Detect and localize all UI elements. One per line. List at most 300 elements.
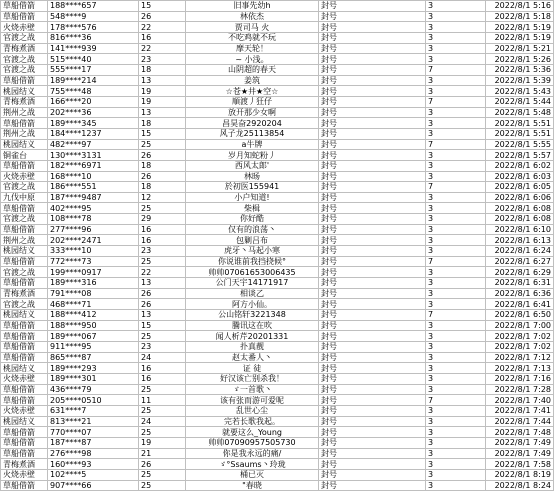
server-cell[interactable]: 官渡之战 bbox=[1, 267, 48, 278]
timestamp-cell[interactable]: 2022/8/1 5:19 bbox=[486, 32, 554, 43]
ban-days-cell[interactable]: 3 bbox=[426, 469, 486, 480]
server-cell[interactable]: 官渡之战 bbox=[1, 214, 48, 225]
player-name-cell[interactable]: 公门天宇14171917 bbox=[186, 278, 319, 289]
player-id-cell[interactable]: 130****3131 bbox=[48, 150, 139, 161]
player-name-cell[interactable]: 順渡丿狂仔 bbox=[186, 96, 319, 107]
server-cell[interactable]: 草船借箭 bbox=[1, 118, 48, 129]
timestamp-cell[interactable]: 2022/8/1 7:49 bbox=[486, 437, 554, 448]
server-cell[interactable]: 官渡之战 bbox=[1, 64, 48, 75]
timestamp-cell[interactable]: 2022/8/1 8:24 bbox=[486, 480, 554, 491]
timestamp-cell[interactable]: 2022/8/1 5:26 bbox=[486, 54, 554, 65]
server-cell[interactable]: 青梅煮酒 bbox=[1, 288, 48, 299]
player-name-cell[interactable]: 不吃鸡就不玩 bbox=[186, 32, 319, 43]
player-name-cell[interactable]: 昌昊奋2920204 bbox=[186, 118, 319, 129]
ban-days-cell[interactable]: 3 bbox=[426, 267, 486, 278]
timestamp-cell[interactable]: 2022/8/1 6:10 bbox=[486, 224, 554, 235]
level-cell[interactable]: 26 bbox=[139, 150, 186, 161]
action-cell[interactable]: 封号 bbox=[319, 448, 426, 459]
ban-days-cell[interactable]: 3 bbox=[426, 75, 486, 86]
level-cell[interactable]: 13 bbox=[139, 278, 186, 289]
server-cell[interactable]: 草船借箭 bbox=[1, 352, 48, 363]
player-name-cell[interactable]: "春晓 bbox=[186, 480, 319, 491]
timestamp-cell[interactable]: 2022/8/1 6:27 bbox=[486, 256, 554, 267]
player-name-cell[interactable]: 贾司马 火 bbox=[186, 22, 319, 33]
level-cell[interactable]: 29 bbox=[139, 214, 186, 225]
level-cell[interactable]: 23 bbox=[139, 246, 186, 257]
ban-days-cell[interactable]: 3 bbox=[426, 352, 486, 363]
ban-days-cell[interactable]: 7 bbox=[426, 64, 486, 75]
server-cell[interactable]: 桃园结义 bbox=[1, 139, 48, 150]
server-cell[interactable]: 草船借箭 bbox=[1, 437, 48, 448]
level-cell[interactable]: 26 bbox=[139, 299, 186, 310]
action-cell[interactable]: 封号 bbox=[319, 331, 426, 342]
table-row[interactable] bbox=[1, 352, 554, 363]
server-cell[interactable]: 官渡之战 bbox=[1, 32, 48, 43]
action-cell[interactable]: 封号 bbox=[319, 64, 426, 75]
ban-days-cell[interactable]: 3 bbox=[426, 22, 486, 33]
ban-days-cell[interactable]: 3 bbox=[426, 86, 486, 97]
action-cell[interactable]: 封号 bbox=[319, 224, 426, 235]
ban-days-cell[interactable]: 3 bbox=[426, 214, 486, 225]
action-cell[interactable]: 封号 bbox=[319, 384, 426, 395]
server-cell[interactable]: 青梅煮酒 bbox=[1, 459, 48, 470]
timestamp-cell[interactable]: 2022/8/1 7:00 bbox=[486, 320, 554, 331]
action-cell[interactable]: 封号 bbox=[319, 405, 426, 416]
ban-days-cell[interactable]: 3 bbox=[426, 1, 486, 12]
player-id-cell[interactable]: 189****067 bbox=[48, 331, 139, 342]
ban-days-cell[interactable]: 3 bbox=[426, 107, 486, 118]
player-id-cell[interactable]: 791****08 bbox=[48, 288, 139, 299]
player-name-cell[interactable]: 就要这么_Young bbox=[186, 427, 319, 438]
server-cell[interactable]: 火烧赤壁 bbox=[1, 22, 48, 33]
player-id-cell[interactable]: 436****79 bbox=[48, 384, 139, 395]
timestamp-cell[interactable]: 2022/8/1 7:44 bbox=[486, 416, 554, 427]
level-cell[interactable]: 26 bbox=[139, 11, 186, 22]
player-name-cell[interactable]: 摩天轮！ bbox=[186, 43, 319, 54]
player-id-cell[interactable]: 816****36 bbox=[48, 32, 139, 43]
server-cell[interactable]: 官渡之战 bbox=[1, 299, 48, 310]
level-cell[interactable]: 18 bbox=[139, 64, 186, 75]
player-id-cell[interactable]: 102****5 bbox=[48, 469, 139, 480]
player-id-cell[interactable]: 333****10 bbox=[48, 246, 139, 257]
player-id-cell[interactable]: 160****93 bbox=[48, 459, 139, 470]
table-row[interactable] bbox=[1, 310, 554, 321]
player-name-cell[interactable]: 你是我永远的痛/ bbox=[186, 448, 319, 459]
timestamp-cell[interactable]: 2022/8/1 5:43 bbox=[486, 86, 554, 97]
table-row[interactable] bbox=[1, 320, 554, 331]
table-row[interactable] bbox=[1, 363, 554, 374]
player-id-cell[interactable]: 468****71 bbox=[48, 299, 139, 310]
timestamp-cell[interactable]: 2022/8/1 6:31 bbox=[486, 278, 554, 289]
timestamp-cell[interactable]: 2022/8/1 6:05 bbox=[486, 182, 554, 193]
table-row[interactable] bbox=[1, 139, 554, 150]
server-cell[interactable]: 荆州之战 bbox=[1, 128, 48, 139]
player-id-cell[interactable]: 108****78 bbox=[48, 214, 139, 225]
ban-days-cell[interactable]: 3 bbox=[426, 299, 486, 310]
action-cell[interactable]: 封号 bbox=[319, 416, 426, 427]
ban-days-cell[interactable]: 3 bbox=[426, 54, 486, 65]
timestamp-cell[interactable]: 2022/8/1 8:19 bbox=[486, 469, 554, 480]
player-name-cell[interactable]: 公山铭轩3221348 bbox=[186, 310, 319, 321]
level-cell[interactable]: 25 bbox=[139, 427, 186, 438]
level-cell[interactable]: 24 bbox=[139, 352, 186, 363]
player-name-cell[interactable]: 虎牙丶马起小寒 bbox=[186, 246, 319, 257]
action-cell[interactable]: 封号 bbox=[319, 214, 426, 225]
player-id-cell[interactable]: 184****1237 bbox=[48, 128, 139, 139]
timestamp-cell[interactable]: 2022/8/1 5:51 bbox=[486, 128, 554, 139]
player-name-cell[interactable]: 姜筑 bbox=[186, 75, 319, 86]
ban-days-cell[interactable]: 3 bbox=[426, 43, 486, 54]
action-cell[interactable]: 封号 bbox=[319, 437, 426, 448]
server-cell[interactable]: 草船借箭 bbox=[1, 448, 48, 459]
action-cell[interactable]: 封号 bbox=[319, 150, 426, 161]
player-name-cell[interactable]: a牛牌 bbox=[186, 139, 319, 150]
server-cell[interactable]: 火烧赤壁 bbox=[1, 373, 48, 384]
player-name-cell[interactable]: 桶已灭 bbox=[186, 469, 319, 480]
table-row[interactable] bbox=[1, 1, 554, 12]
timestamp-cell[interactable]: 2022/8/1 6:24 bbox=[486, 246, 554, 257]
table-row[interactable] bbox=[1, 267, 554, 278]
table-row[interactable] bbox=[1, 437, 554, 448]
level-cell[interactable]: 16 bbox=[139, 363, 186, 374]
player-name-cell[interactable]: 好汉该亡别杀我！ bbox=[186, 373, 319, 384]
table-row[interactable] bbox=[1, 342, 554, 353]
level-cell[interactable]: 25 bbox=[139, 331, 186, 342]
timestamp-cell[interactable]: 2022/8/1 6:41 bbox=[486, 299, 554, 310]
action-cell[interactable]: 封号 bbox=[319, 160, 426, 171]
ban-days-cell[interactable]: 3 bbox=[426, 235, 486, 246]
timestamp-cell[interactable]: 2022/8/1 5:36 bbox=[486, 64, 554, 75]
table-row[interactable] bbox=[1, 22, 554, 33]
timestamp-cell[interactable]: 2022/8/1 7:40 bbox=[486, 395, 554, 406]
player-id-cell[interactable]: 277****96 bbox=[48, 224, 139, 235]
player-id-cell[interactable]: 199****0917 bbox=[48, 267, 139, 278]
player-id-cell[interactable]: 548****9 bbox=[48, 11, 139, 22]
table-row[interactable] bbox=[1, 448, 554, 459]
level-cell[interactable]: 15 bbox=[139, 1, 186, 12]
server-cell[interactable]: 荆州之战 bbox=[1, 107, 48, 118]
ban-days-cell[interactable]: 3 bbox=[426, 128, 486, 139]
ban-days-cell[interactable]: 3 bbox=[426, 288, 486, 299]
level-cell[interactable]: 13 bbox=[139, 75, 186, 86]
level-cell[interactable]: 15 bbox=[139, 320, 186, 331]
player-id-cell[interactable]: 482****97 bbox=[48, 139, 139, 150]
level-cell[interactable]: 26 bbox=[139, 288, 186, 299]
ban-days-cell[interactable]: 3 bbox=[426, 459, 486, 470]
action-cell[interactable]: 封号 bbox=[319, 469, 426, 480]
player-name-cell[interactable]: 林旸 bbox=[186, 171, 319, 182]
timestamp-cell[interactable]: 2022/8/1 7:28 bbox=[486, 384, 554, 395]
ban-days-cell[interactable]: 7 bbox=[426, 395, 486, 406]
player-name-cell[interactable]: 帅帅07061653006435 bbox=[186, 267, 319, 278]
player-id-cell[interactable]: 755****48 bbox=[48, 86, 139, 97]
player-id-cell[interactable]: 202****2471 bbox=[48, 235, 139, 246]
player-name-cell[interactable]: 騰讯这在吹 bbox=[186, 320, 319, 331]
timestamp-cell[interactable]: 2022/8/1 5:18 bbox=[486, 11, 554, 22]
player-id-cell[interactable]: 189****214 bbox=[48, 75, 139, 86]
player-id-cell[interactable]: 166****20 bbox=[48, 96, 139, 107]
level-cell[interactable]: 25 bbox=[139, 203, 186, 214]
player-id-cell[interactable]: 865****87 bbox=[48, 352, 139, 363]
ban-days-cell[interactable]: 7 bbox=[426, 182, 486, 193]
timestamp-cell[interactable]: 2022/8/1 5:21 bbox=[486, 43, 554, 54]
level-cell[interactable]: 19 bbox=[139, 96, 186, 107]
timestamp-cell[interactable]: 2022/8/1 6:50 bbox=[486, 310, 554, 321]
table-row[interactable] bbox=[1, 96, 554, 107]
table-row[interactable] bbox=[1, 288, 554, 299]
player-id-cell[interactable]: 141****939 bbox=[48, 43, 139, 54]
action-cell[interactable]: 封号 bbox=[319, 373, 426, 384]
server-cell[interactable]: 草船借箭 bbox=[1, 320, 48, 331]
ban-days-cell[interactable]: 3 bbox=[426, 480, 486, 491]
action-cell[interactable]: 封号 bbox=[319, 320, 426, 331]
ban-days-cell[interactable]: 3 bbox=[426, 342, 486, 353]
player-name-cell[interactable]: 林依杰 bbox=[186, 11, 319, 22]
ban-days-cell[interactable]: 3 bbox=[426, 278, 486, 289]
action-cell[interactable]: 封号 bbox=[319, 288, 426, 299]
level-cell[interactable]: 23 bbox=[139, 342, 186, 353]
table-row[interactable] bbox=[1, 384, 554, 395]
player-id-cell[interactable]: 189****301 bbox=[48, 373, 139, 384]
action-cell[interactable]: 封号 bbox=[319, 118, 426, 129]
action-cell[interactable]: 封号 bbox=[319, 171, 426, 182]
player-name-cell[interactable]: 该有张而游可爱呢 bbox=[186, 395, 319, 406]
level-cell[interactable]: 15 bbox=[139, 128, 186, 139]
player-id-cell[interactable]: 402****95 bbox=[48, 203, 139, 214]
table-row[interactable] bbox=[1, 160, 554, 171]
ban-days-cell[interactable]: 3 bbox=[426, 373, 486, 384]
action-cell[interactable]: 封号 bbox=[319, 22, 426, 33]
action-cell[interactable]: 封号 bbox=[319, 1, 426, 12]
player-name-cell[interactable]: 相谈乙 bbox=[186, 288, 319, 299]
server-cell[interactable]: 铜雀台 bbox=[1, 150, 48, 161]
server-cell[interactable]: 草船借箭 bbox=[1, 224, 48, 235]
server-cell[interactable]: 荆州之战 bbox=[1, 235, 48, 246]
player-id-cell[interactable]: 276****98 bbox=[48, 448, 139, 459]
player-name-cell[interactable]: 你好酷 bbox=[186, 214, 319, 225]
table-row[interactable] bbox=[1, 192, 554, 203]
level-cell[interactable]: 18 bbox=[139, 182, 186, 193]
player-id-cell[interactable]: 189****345 bbox=[48, 118, 139, 129]
player-name-cell[interactable]: 帅帅07090957505730 bbox=[186, 437, 319, 448]
action-cell[interactable]: 封号 bbox=[319, 54, 426, 65]
player-id-cell[interactable]: 772****73 bbox=[48, 256, 139, 267]
ban-days-cell[interactable]: 7 bbox=[426, 96, 486, 107]
player-name-cell[interactable]: 扑真靓 bbox=[186, 342, 319, 353]
server-cell[interactable]: 官渡之战 bbox=[1, 182, 48, 193]
player-name-cell[interactable]: 包剿吕布 bbox=[186, 235, 319, 246]
player-id-cell[interactable]: 515****40 bbox=[48, 54, 139, 65]
action-cell[interactable]: 封号 bbox=[319, 192, 426, 203]
player-id-cell[interactable]: 188****657 bbox=[48, 1, 139, 12]
server-cell[interactable]: 火烧赤壁 bbox=[1, 469, 48, 480]
player-id-cell[interactable]: 186****551 bbox=[48, 182, 139, 193]
server-cell[interactable]: 青梅煮酒 bbox=[1, 43, 48, 54]
ban-days-cell[interactable]: 3 bbox=[426, 203, 486, 214]
level-cell[interactable]: 24 bbox=[139, 416, 186, 427]
player-name-cell[interactable]: 山阴超的春天 bbox=[186, 64, 319, 75]
server-cell[interactable]: 火烧赤壁 bbox=[1, 171, 48, 182]
action-cell[interactable]: 封号 bbox=[319, 75, 426, 86]
timestamp-cell[interactable]: 2022/8/1 5:44 bbox=[486, 96, 554, 107]
level-cell[interactable]: 12 bbox=[139, 192, 186, 203]
server-cell[interactable]: 草船借箭 bbox=[1, 256, 48, 267]
timestamp-cell[interactable]: 2022/8/1 7:58 bbox=[486, 459, 554, 470]
table-row[interactable] bbox=[1, 214, 554, 225]
level-cell[interactable]: 26 bbox=[139, 459, 186, 470]
action-cell[interactable]: 封号 bbox=[319, 256, 426, 267]
ban-days-cell[interactable]: 3 bbox=[426, 192, 486, 203]
server-cell[interactable]: 草船借箭 bbox=[1, 160, 48, 171]
table-row[interactable] bbox=[1, 128, 554, 139]
player-id-cell[interactable]: 178****576 bbox=[48, 22, 139, 33]
timestamp-cell[interactable]: 2022/8/1 7:16 bbox=[486, 373, 554, 384]
player-name-cell[interactable]: 岁月知蛇粉丿 bbox=[186, 150, 319, 161]
level-cell[interactable]: 19 bbox=[139, 437, 186, 448]
player-name-cell[interactable]: ゞ°Ssaums丶玲珑 bbox=[186, 459, 319, 470]
timestamp-cell[interactable]: 2022/8/1 6:29 bbox=[486, 267, 554, 278]
action-cell[interactable]: 封号 bbox=[319, 235, 426, 246]
action-cell[interactable]: 封号 bbox=[319, 342, 426, 353]
table-row[interactable] bbox=[1, 182, 554, 193]
level-cell[interactable]: 13 bbox=[139, 107, 186, 118]
action-cell[interactable]: 封号 bbox=[319, 363, 426, 374]
server-cell[interactable]: 草船借箭 bbox=[1, 1, 48, 12]
timestamp-cell[interactable]: 2022/8/1 6:08 bbox=[486, 214, 554, 225]
ban-days-cell[interactable]: 3 bbox=[426, 246, 486, 257]
timestamp-cell[interactable]: 2022/8/1 6:03 bbox=[486, 171, 554, 182]
ban-days-cell[interactable]: 3 bbox=[426, 363, 486, 374]
level-cell[interactable]: 16 bbox=[139, 373, 186, 384]
table-row[interactable] bbox=[1, 469, 554, 480]
timestamp-cell[interactable]: 2022/8/1 6:13 bbox=[486, 235, 554, 246]
player-id-cell[interactable]: 182****6971 bbox=[48, 160, 139, 171]
player-name-cell[interactable]: 旧事先幼h bbox=[186, 1, 319, 12]
player-id-cell[interactable]: 911****95 bbox=[48, 342, 139, 353]
server-cell[interactable]: 草船借箭 bbox=[1, 75, 48, 86]
table-row[interactable] bbox=[1, 246, 554, 257]
player-name-cell[interactable]: 闻人析芹20201331 bbox=[186, 331, 319, 342]
table-row[interactable] bbox=[1, 427, 554, 438]
action-cell[interactable]: 封号 bbox=[319, 459, 426, 470]
server-cell[interactable]: 草船借箭 bbox=[1, 480, 48, 491]
player-name-cell[interactable]: ☆苍★井★空☆ bbox=[186, 86, 319, 97]
player-id-cell[interactable]: 205****0510 bbox=[48, 395, 139, 406]
player-name-cell[interactable]: 你说谁前我挡挠候° bbox=[186, 256, 319, 267]
player-name-cell[interactable]: 证 徒 bbox=[186, 363, 319, 374]
server-cell[interactable]: 草船借箭 bbox=[1, 331, 48, 342]
ban-days-cell[interactable]: 3 bbox=[426, 437, 486, 448]
action-cell[interactable]: 封号 bbox=[319, 246, 426, 257]
server-cell[interactable]: 草船借箭 bbox=[1, 203, 48, 214]
ban-days-cell[interactable]: 3 bbox=[426, 405, 486, 416]
action-cell[interactable]: 封号 bbox=[319, 32, 426, 43]
player-name-cell[interactable]: ゞ一首歌丶 bbox=[186, 384, 319, 395]
level-cell[interactable]: 18 bbox=[139, 118, 186, 129]
server-cell[interactable]: 草船借箭 bbox=[1, 384, 48, 395]
level-cell[interactable]: 22 bbox=[139, 43, 186, 54]
player-id-cell[interactable]: 188****412 bbox=[48, 310, 139, 321]
table-row[interactable] bbox=[1, 11, 554, 22]
server-cell[interactable]: 草船借箭 bbox=[1, 427, 48, 438]
ban-days-cell[interactable]: 7 bbox=[426, 256, 486, 267]
table-row[interactable] bbox=[1, 171, 554, 182]
timestamp-cell[interactable]: 2022/8/1 7:49 bbox=[486, 448, 554, 459]
level-cell[interactable]: 16 bbox=[139, 235, 186, 246]
level-cell[interactable]: 21 bbox=[139, 448, 186, 459]
timestamp-cell[interactable]: 2022/8/1 5:48 bbox=[486, 107, 554, 118]
player-id-cell[interactable]: 555****17 bbox=[48, 64, 139, 75]
level-cell[interactable]: 25 bbox=[139, 384, 186, 395]
table-row[interactable] bbox=[1, 459, 554, 470]
table-row[interactable] bbox=[1, 405, 554, 416]
player-name-cell[interactable]: 乱世心尘 bbox=[186, 405, 319, 416]
table-row[interactable] bbox=[1, 416, 554, 427]
table-row[interactable] bbox=[1, 480, 554, 491]
level-cell[interactable]: 13 bbox=[139, 310, 186, 321]
table-row[interactable] bbox=[1, 32, 554, 43]
action-cell[interactable]: 封号 bbox=[319, 86, 426, 97]
table-row[interactable] bbox=[1, 86, 554, 97]
action-cell[interactable]: 封号 bbox=[319, 96, 426, 107]
level-cell[interactable]: 22 bbox=[139, 22, 186, 33]
ban-days-cell[interactable]: 3 bbox=[426, 384, 486, 395]
ban-days-cell[interactable]: 3 bbox=[426, 11, 486, 22]
table-row[interactable] bbox=[1, 54, 554, 65]
level-cell[interactable]: 19 bbox=[139, 86, 186, 97]
level-cell[interactable]: 25 bbox=[139, 405, 186, 416]
table-row[interactable] bbox=[1, 373, 554, 384]
level-cell[interactable]: 11 bbox=[139, 395, 186, 406]
ban-days-cell[interactable]: 7 bbox=[426, 139, 486, 150]
player-name-cell[interactable]: 仅有的浪荡丶 bbox=[186, 224, 319, 235]
table-row[interactable] bbox=[1, 118, 554, 129]
timestamp-cell[interactable]: 2022/8/1 7:41 bbox=[486, 405, 554, 416]
player-name-cell[interactable]: 柴楫 bbox=[186, 203, 319, 214]
server-cell[interactable]: 官渡之战 bbox=[1, 54, 48, 65]
ban-days-cell[interactable]: 3 bbox=[426, 150, 486, 161]
level-cell[interactable]: 16 bbox=[139, 224, 186, 235]
server-cell[interactable]: 桃园结义 bbox=[1, 310, 48, 321]
table-row[interactable] bbox=[1, 395, 554, 406]
server-cell[interactable]: 桃园结义 bbox=[1, 86, 48, 97]
player-id-cell[interactable]: 631****7 bbox=[48, 405, 139, 416]
level-cell[interactable]: 25 bbox=[139, 480, 186, 491]
player-name-cell[interactable]: 完若长歌我起。 bbox=[186, 416, 319, 427]
player-name-cell[interactable]: 风子龙25113854 bbox=[186, 128, 319, 139]
table-row[interactable] bbox=[1, 107, 554, 118]
level-cell[interactable]: 18 bbox=[139, 160, 186, 171]
player-name-cell[interactable]: 西风太郎' bbox=[186, 160, 319, 171]
player-id-cell[interactable]: 187****9487 bbox=[48, 192, 139, 203]
player-id-cell[interactable]: 813****21 bbox=[48, 416, 139, 427]
action-cell[interactable]: 封号 bbox=[319, 310, 426, 321]
server-cell[interactable]: 桃园结义 bbox=[1, 246, 48, 257]
timestamp-cell[interactable]: 2022/8/1 7:02 bbox=[486, 331, 554, 342]
timestamp-cell[interactable]: 2022/8/1 6:06 bbox=[486, 192, 554, 203]
timestamp-cell[interactable]: 2022/8/1 5:57 bbox=[486, 150, 554, 161]
table-row[interactable] bbox=[1, 203, 554, 214]
player-name-cell[interactable]: 赵太番人丶 bbox=[186, 352, 319, 363]
action-cell[interactable]: 封号 bbox=[319, 267, 426, 278]
player-id-cell[interactable]: 188****950 bbox=[48, 320, 139, 331]
server-cell[interactable]: 火烧赤壁 bbox=[1, 405, 48, 416]
timestamp-cell[interactable]: 2022/8/1 7:12 bbox=[486, 352, 554, 363]
server-cell[interactable]: 草船借箭 bbox=[1, 342, 48, 353]
ban-days-cell[interactable]: 3 bbox=[426, 171, 486, 182]
server-cell[interactable]: 桃园结义 bbox=[1, 363, 48, 374]
timestamp-cell[interactable]: 2022/8/1 7:48 bbox=[486, 427, 554, 438]
